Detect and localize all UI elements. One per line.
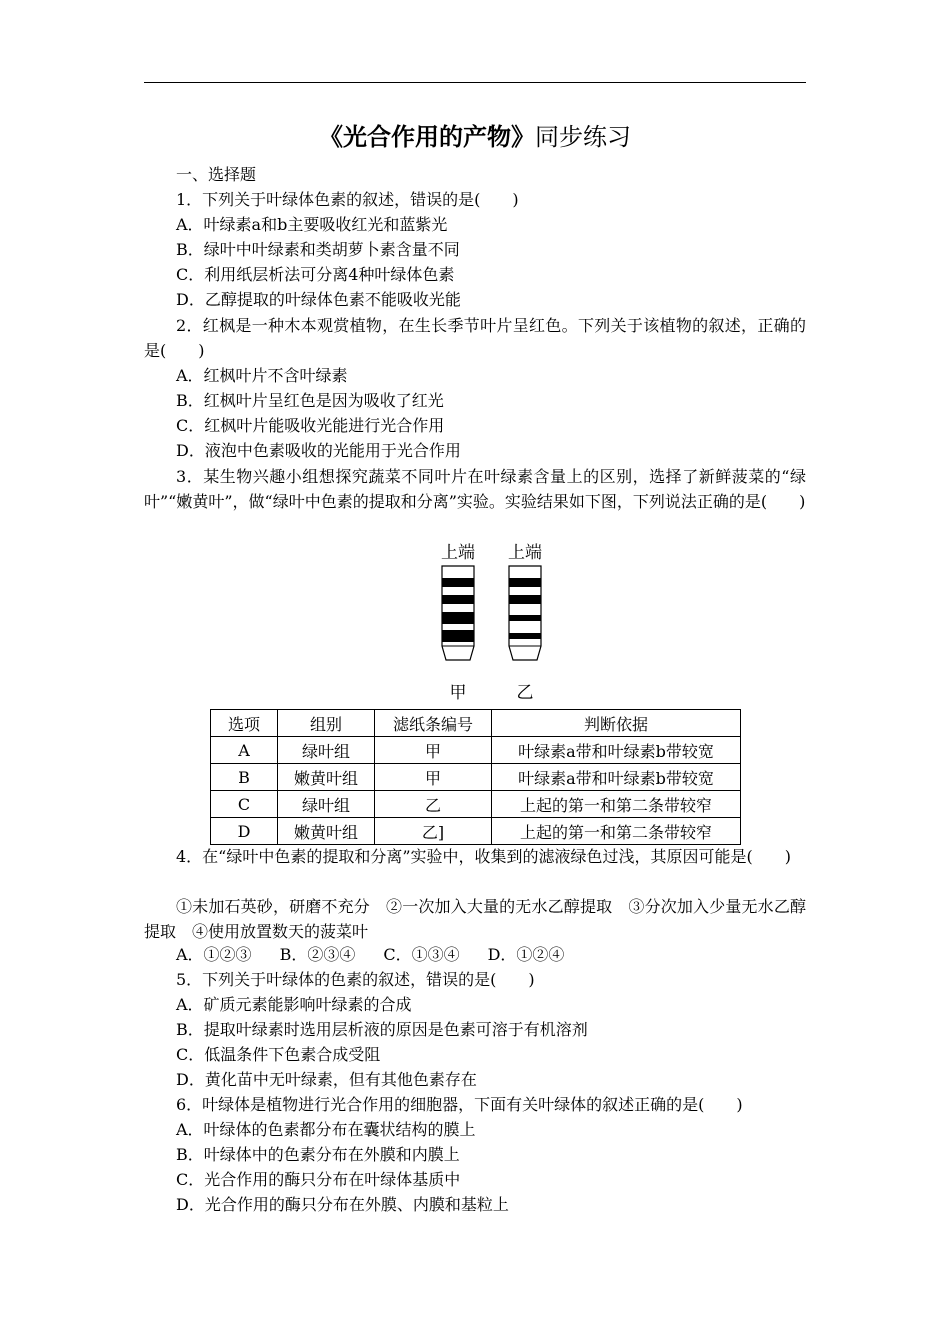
q4-stem: 4．在“绿叶中色素的提取和分离”实验中，收集到的滤液绿色过浅，其原因可能是( ) <box>176 847 792 866</box>
q2-option-b: B．红枫叶片呈红色是因为吸收了红光 <box>176 391 444 410</box>
band <box>442 595 474 604</box>
q6-option-a: A．叶绿体的色素都分布在囊状结构的膜上 <box>176 1120 476 1139</box>
section-heading: 一、选择题 <box>176 165 257 184</box>
table-cell: 乙] <box>375 818 492 845</box>
q6-option-c: C．光合作用的酶只分布在叶绿体基质中 <box>176 1170 461 1189</box>
band <box>509 633 541 639</box>
band <box>442 630 474 642</box>
table-cell: 乙 <box>375 791 492 818</box>
q2-stem: 2．红枫是一种木本观赏植物，在生长季节叶片呈红色。下列关于该植物的叙述，正确的是( ) <box>144 316 806 360</box>
q6-option-b: B．叶绿体中的色素分布在外膜和内膜上 <box>176 1145 460 1164</box>
q3-options-table <box>210 709 741 845</box>
q4-items: ①未加石英砂，研磨不充分 ②一次加入大量的无水乙醇提取 ③分次加入少量无水乙醇提取 ④使用放置数天的菠菜叶 <box>144 897 806 941</box>
table-cell: 绿叶组 <box>278 791 375 818</box>
table-cell: 上起的第一和第二条带较窄 <box>492 818 741 845</box>
q2-option-d: D．液泡中色素吸收的光能用于光合作用 <box>176 441 461 460</box>
q2-option-c: C．红枫叶片能吸收光能进行光合作用 <box>176 416 445 435</box>
q5-option-b: B．提取叶绿素时选用层析液的原因是色素可溶于有机溶剂 <box>176 1020 588 1039</box>
q4-option-d: D．①②④ <box>487 945 565 964</box>
table-cell: 叶绿素a带和叶绿素b带较宽 <box>492 737 741 764</box>
q6-stem: 6．叶绿体是植物进行光合作用的细胞器，下面有关叶绿体的叙述正确的是( ) <box>176 1095 743 1114</box>
q1-option-d: D．乙醇提取的叶绿体色素不能吸收光能 <box>176 290 461 309</box>
table-row <box>211 737 741 764</box>
q5-option-a: A．矿质元素能影响叶绿素的合成 <box>176 995 412 1014</box>
band <box>442 612 474 624</box>
q3-stem: 3．某生物兴趣小组想探究蔬菜不同叶片在叶绿素含量上的区别，选择了新鲜菠菜的“绿叶”“嫩黄叶”，做“绿叶中色素的提取和分离”实验。实验结果如下图，下列说法正确的是( ) <box>144 467 806 511</box>
table-row <box>211 818 741 845</box>
strip-jia <box>442 566 474 660</box>
q1-option-a: A．叶绿素a和b主要吸收红光和蓝紫光 <box>176 215 448 234</box>
q1-stem: 1．下列关于叶绿体色素的叙述，错误的是( ) <box>176 190 519 209</box>
table-cell: 嫩黄叶组 <box>278 764 375 791</box>
q6-option-d: D．光合作用的酶只分布在外膜、内膜和基粒上 <box>176 1195 509 1214</box>
band <box>509 578 541 587</box>
table-cell: 上起的第一和第二条带较窄 <box>492 791 741 818</box>
table-cell: C <box>211 791 278 818</box>
table-cell: 叶绿素a带和叶绿素b带较宽 <box>492 764 741 791</box>
strip-yi <box>509 566 541 660</box>
q5-option-d: D．黄化苗中无叶绿素，但有其他色素存在 <box>176 1070 477 1089</box>
q4-options <box>176 944 592 966</box>
band <box>509 595 541 604</box>
table-cell: A <box>211 737 278 764</box>
strip-2-label: 乙 <box>516 683 534 703</box>
strip-1-label: 甲 <box>449 683 467 703</box>
table-header: 选项 <box>211 710 278 737</box>
table-cell: 嫩黄叶组 <box>278 818 375 845</box>
q2-option-a: A．红枫叶片不含叶绿素 <box>176 366 348 385</box>
table-row <box>211 791 741 818</box>
q1-option-c: C．利用纸层析法可分离4种叶绿体色素 <box>176 265 455 284</box>
band <box>442 578 474 587</box>
page-title: 《光合作用的产物》同步练习 <box>319 122 631 151</box>
table-cell: 甲 <box>375 764 492 791</box>
table-cell: 甲 <box>375 737 492 764</box>
band <box>509 615 541 621</box>
table-header: 组别 <box>278 710 375 737</box>
table-cell: 绿叶组 <box>278 737 375 764</box>
strip-2-top-label: 上端 <box>508 543 542 563</box>
q4-option-b: B．②③④ <box>279 945 356 964</box>
chromatography-strips-diagram <box>420 538 560 708</box>
table-cell: B <box>211 764 278 791</box>
q1-option-b: B．绿叶中叶绿素和类胡萝卜素含量不同 <box>176 240 460 259</box>
q4-option-c: C．①③④ <box>383 945 460 964</box>
table-header: 滤纸条编号 <box>375 710 492 737</box>
table-row <box>211 764 741 791</box>
q5-stem: 5．下列关于叶绿体的色素的叙述，错误的是( ) <box>176 970 535 989</box>
q4-option-a: A．①②③ <box>176 945 252 964</box>
header-rule <box>144 82 806 83</box>
strip-1-top-label: 上端 <box>441 543 475 563</box>
table-header: 判断依据 <box>492 710 741 737</box>
q5-option-c: C．低温条件下色素合成受阻 <box>176 1045 381 1064</box>
table-cell: D <box>211 818 278 845</box>
table-header-row <box>211 710 741 737</box>
